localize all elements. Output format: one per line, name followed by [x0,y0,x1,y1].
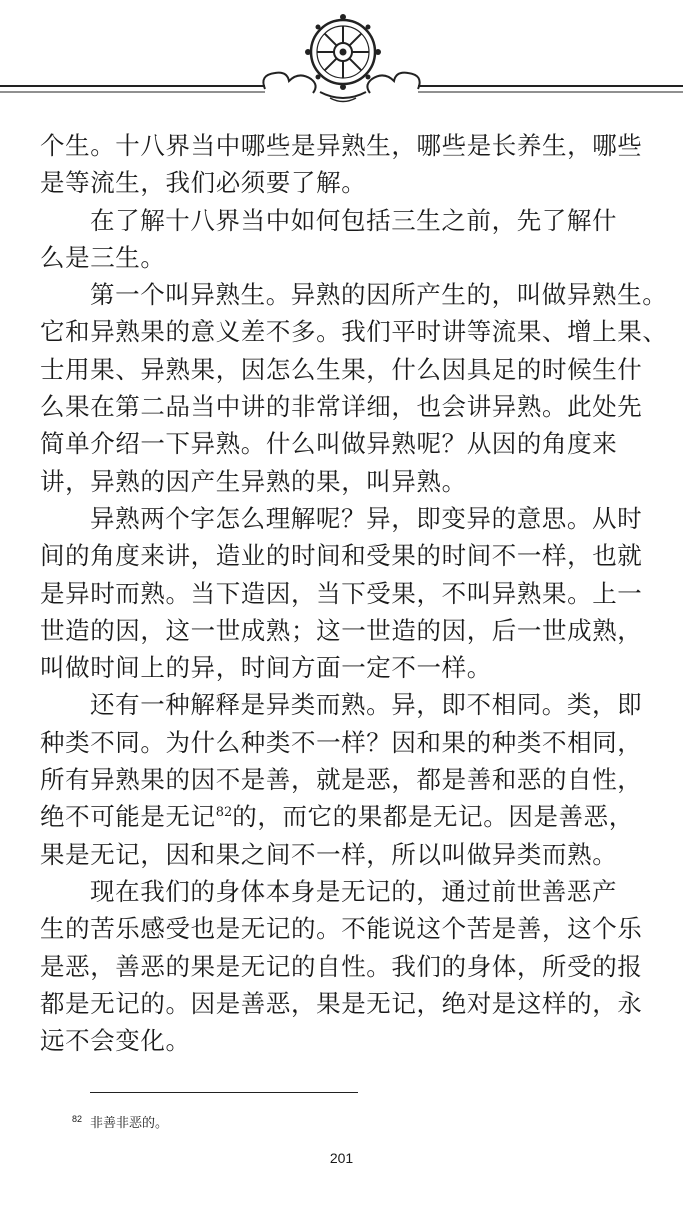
footnote-number: 82 [72,1114,83,1124]
text-line: 叫做时间上的异，时间方面一定不一样。 [40,653,492,683]
text-line: 异熟两个字怎么理解呢？异，即变异的意思。从时 [90,503,643,533]
text-line: 间的角度来讲，造业的时间和受果的时间不一样，也就 [40,541,643,571]
text-line: 种类不同。为什么种类不一样？因和果的种类不相同， [40,727,643,757]
footnote [72,1110,168,1133]
text-line: 果是无记，因和果之间不一样，所以叫做异类而熟。 [40,839,618,869]
text-line: 所有异熟果的因不是善，就是恶，都是善和恶的自性， [40,765,643,795]
footnote-reference[interactable]: 82 [215,805,233,821]
text-line: 远不会变化。 [40,1026,191,1056]
text-line: 都是无记的。因是善恶，果是无记，绝对是这样的，永 [40,988,643,1018]
text-line: 么是三生。 [40,242,166,272]
text-line: 么果在第二品当中讲的非常详细，也会讲异熟。此处先 [40,392,643,422]
text-line: 第一个叫异熟生。异熟的因所产生的，叫做异熟生。 [90,280,668,310]
text-line-with-footnote [40,798,652,835]
footnote-divider [90,1092,358,1093]
text-line: 士用果、异熟果，因怎么生果，什么因具足的时候生什 [40,354,643,384]
text-line: 世造的因，这一世成熟；这一世造的因，后一世成熟， [40,615,643,645]
text-line: 生的苦乐感受也是无记的。不能说这个苦是善，这个乐 [40,914,643,944]
text-line: 在了解十八界当中如何包括三生之前，先了解什 [90,205,618,235]
text-line: 是等流生，我们必须要了解。 [40,168,367,198]
text-segment: 绝不可能是无记 [40,802,216,832]
text-line: 它和异熟果的意义差不多。我们平时讲等流果、增上果、 [40,317,668,347]
text-line: 讲，异熟的因产生异熟的果，叫异熟。 [40,466,467,496]
body-text [40,127,668,1059]
text-segment: 的，而它的果都是无记。因是善恶， [232,802,634,832]
dharma-wheel-icon [0,0,683,110]
text-line: 还有一种解释是异类而熟。异，即不相同。类，即 [90,690,643,720]
text-line: 现在我们的身体本身是无记的，通过前世善恶产 [90,876,618,906]
text-line: 是异时而熟。当下造因，当下受果，不叫异熟果。上一 [40,578,643,608]
text-line: 简单介绍一下异熟。什么叫做异熟呢？从因的角度来 [40,429,618,459]
text-line: 个生。十八界当中哪些是异熟生，哪些是长养生，哪些 [40,131,643,160]
page-number: 201 [329,1150,354,1166]
text-line: 是恶，善恶的果是无记的自性。我们的身体，所受的报 [40,951,643,981]
page-header [0,0,683,110]
footnote-text: 非善非恶的。 [90,1116,169,1131]
